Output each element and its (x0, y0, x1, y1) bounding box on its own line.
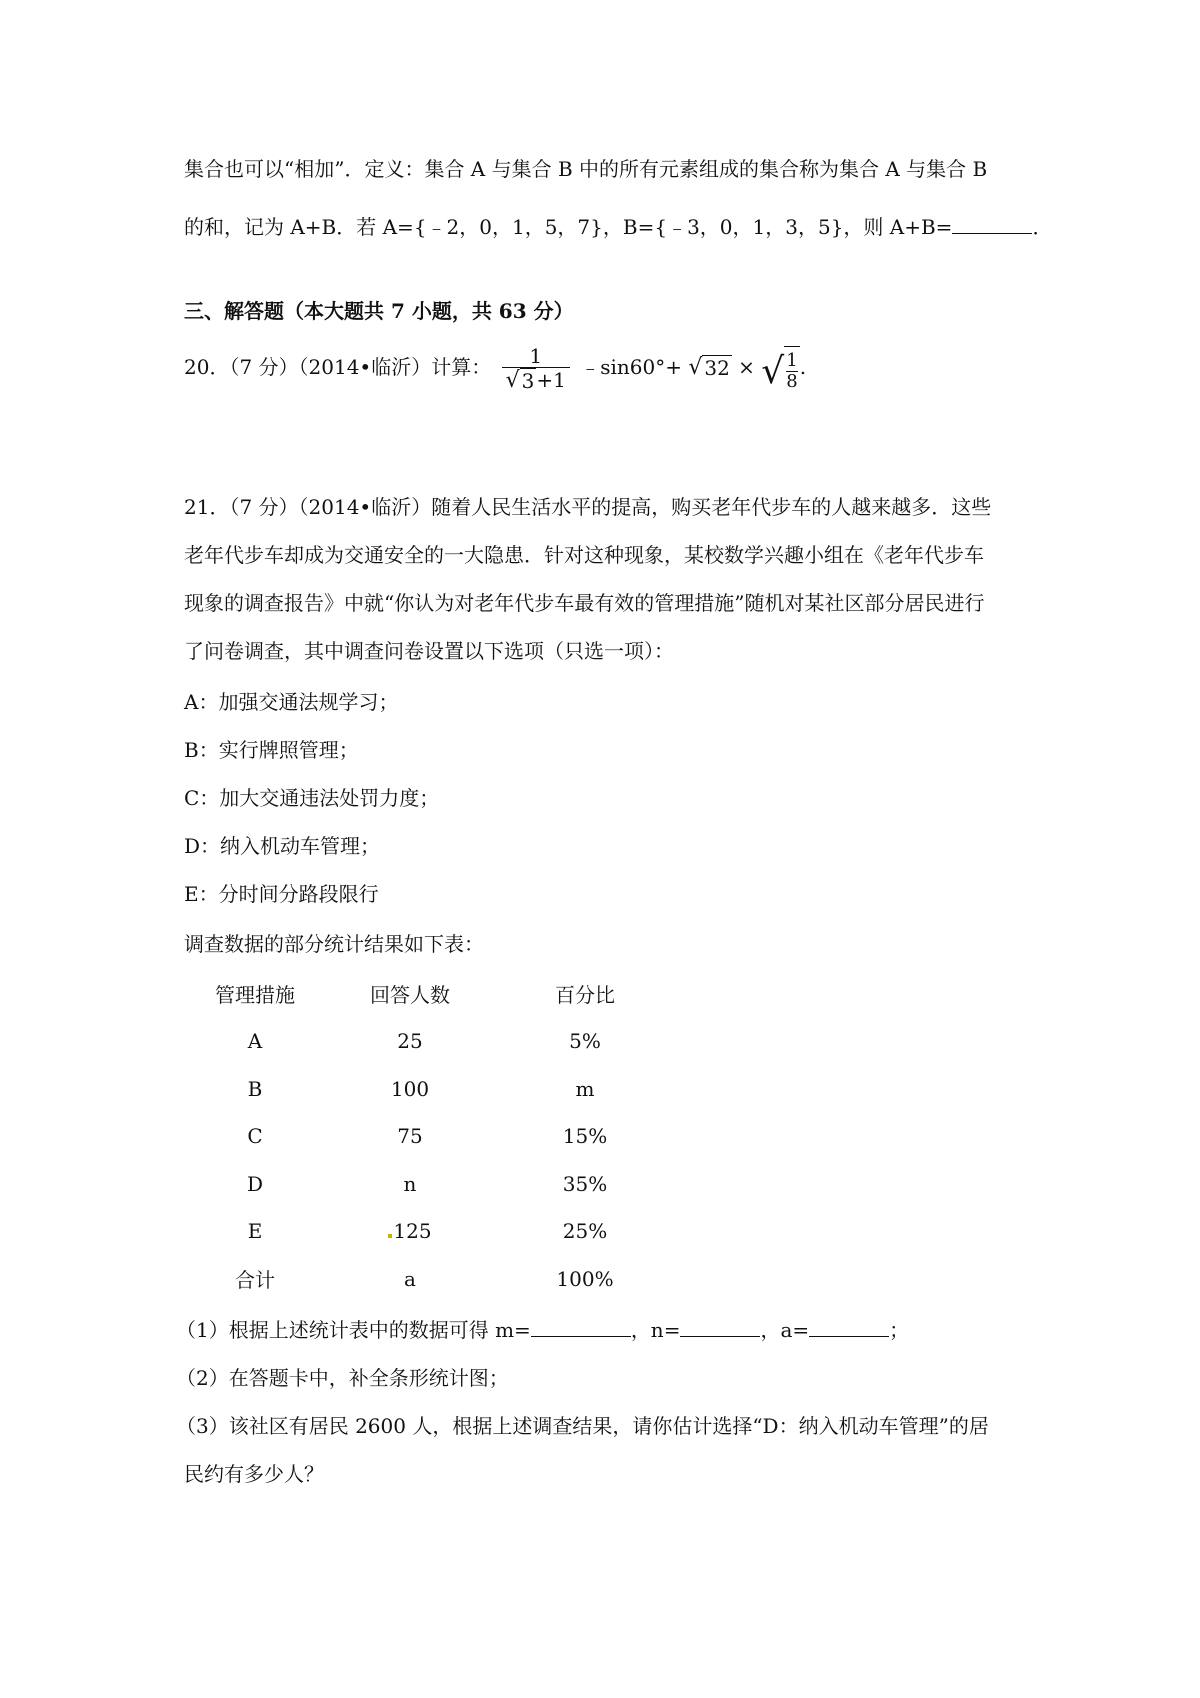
table-cell: 合计 (235, 1268, 275, 1293)
q21-option-b: B：实行牌照管理； (184, 738, 359, 762)
q19-line-2-end: ． (1032, 215, 1053, 239)
q20-end: . (799, 355, 807, 379)
q21-sub-3-line-1: （3）该社区有居民 2600 人，根据上述调查结果，请你估计选择“D：纳入机动车管理”的居 (176, 1414, 989, 1438)
table-cell: C (247, 1124, 263, 1149)
table-cell: E (247, 1219, 263, 1244)
table-cell: A (247, 1029, 263, 1054)
table-cell: 15% (562, 1124, 608, 1149)
q21-line-2: 老年代步车却成为交通安全的一大隐患．针对这种现象，某校数学兴趣小组在《老年代步车 (184, 543, 984, 567)
q21-sub-1: （1）根据上述统计表中的数据可得 m= ，n= ，a= ； (176, 1318, 910, 1342)
q21-table-intro: 调查数据的部分统计结果如下表： (184, 932, 484, 956)
table-row (200, 1255, 660, 1303)
table-cell: 100 (390, 1076, 430, 1101)
q20-sqrt-one-eighth: √ $\frac{1}{8}$ (761, 346, 799, 392)
table-header-count: 回答人数 (370, 983, 450, 1008)
answer-blank-n[interactable] (680, 1316, 760, 1337)
table-cell: 25% (562, 1219, 608, 1244)
q21-option-d: D：纳入机动车管理； (184, 834, 381, 858)
scan-mark (388, 1234, 392, 1238)
table-row (200, 1018, 660, 1066)
table-cell: 100% (556, 1266, 614, 1291)
q19-line-2 (184, 213, 1052, 241)
q21-option-e: E：分时间分路段限行 (184, 882, 379, 906)
table-row (200, 1113, 660, 1161)
table-row (200, 1065, 660, 1113)
table-cell: 25 (397, 1029, 423, 1054)
table-cell: n (403, 1171, 417, 1196)
q21-line-3: 现象的调查报告》中就“你认为对老年代步车最有效的管理措施”随机对某社区部分居民进行 (184, 591, 985, 615)
table-cell: 35% (562, 1171, 608, 1196)
answer-blank-m[interactable] (531, 1316, 631, 1337)
q21-option-c: C：加大交通违法处罚力度； (184, 786, 440, 810)
q20-mid: ﹣sin60°+ (580, 355, 682, 379)
q19-line-2-text: 的和，记为 A+B．若 A={﹣2，0，1，5，7}，B={﹣3，0，1，3，5}，则 A+B= (184, 215, 953, 239)
q19-answer-blank[interactable] (952, 213, 1032, 234)
table-header-row (200, 970, 660, 1018)
table-row (200, 1208, 660, 1256)
stats-table (200, 970, 660, 1303)
q20-fraction (502, 345, 570, 393)
q21-line-4: 了问卷调查，其中调查问卷设置以下选项（只选一项）： (184, 639, 674, 663)
section-title: 三、解答题（本大题共 7 小题，共 63 分） (184, 299, 574, 323)
q20-times: × (738, 355, 755, 379)
q21-line-1: 21．（7 分）（2014•临沂）随着人民生活水平的提高，购买老年代步车的人越来越多．这些 (184, 495, 992, 519)
q20 (184, 342, 806, 396)
q21-sub-3-line-2: 民约有多少人？ (184, 1462, 324, 1486)
table-cell: 75 (397, 1124, 423, 1149)
table-cell: D (246, 1171, 264, 1196)
table-cell: 125 (310, 1208, 510, 1256)
table-cell: 5% (569, 1029, 601, 1054)
q20-frac-numerator: 1 (529, 343, 543, 368)
q21-sub-2: （2）在答题卡中，补全条形统计图； (176, 1366, 509, 1390)
table-header-percent: 百分比 (555, 983, 615, 1008)
q20-frac-denominator: √ 3 +1 (502, 367, 570, 393)
q20-sqrt32: √ 32 (688, 355, 730, 380)
table-cell: B (247, 1076, 263, 1101)
q21-option-a: A：加强交通法规学习； (184, 690, 399, 714)
q20-sqrt3: √ 3 (505, 367, 535, 393)
table-cell: a (404, 1266, 416, 1291)
answer-blank-a[interactable] (809, 1316, 889, 1337)
q20-prefix: 20．（7 分）（2014•临沂）计算： (184, 355, 492, 379)
q19-line-1: 集合也可以“相加”．定义：集合 A 与集合 B 中的所有元素组成的集合称为集合 A 与集合 B (184, 157, 988, 181)
table-cell: m (575, 1076, 595, 1101)
table-header-measure: 管理措施 (215, 983, 295, 1008)
table-row (200, 1160, 660, 1208)
